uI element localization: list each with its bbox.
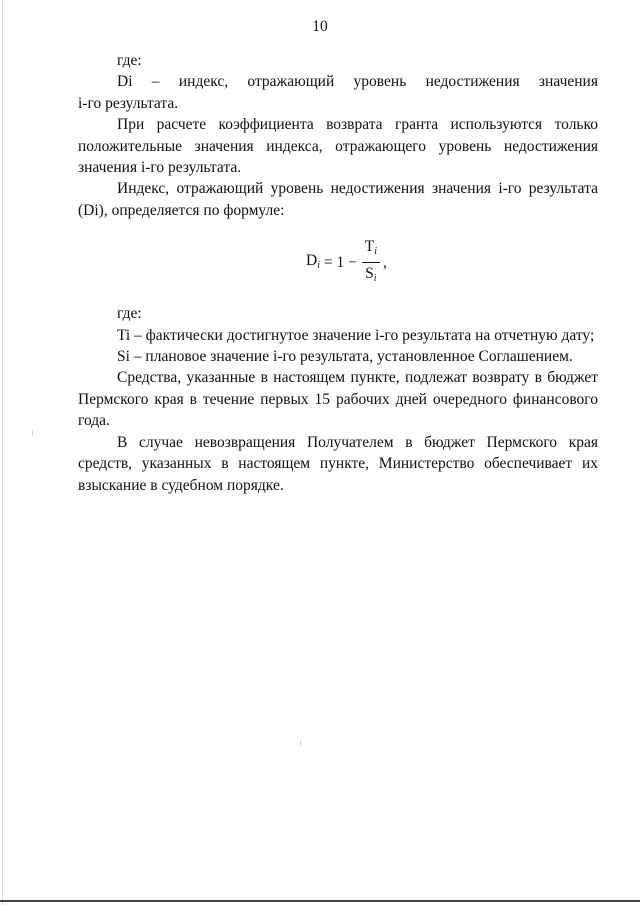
di-definition-line2: i-го результата. xyxy=(78,94,179,112)
scan-artifact-mark xyxy=(32,430,33,436)
index-formula xyxy=(78,235,598,293)
di-definition-line1: Di – индекс, отражающий уровень недостижения значения xyxy=(117,73,598,91)
scan-artifact-mark xyxy=(300,740,301,746)
formula-den-subscript: i xyxy=(373,273,377,285)
page-content xyxy=(78,50,598,496)
formula-trailing-comma: , xyxy=(382,254,387,272)
formula-lhs-symbol: D xyxy=(306,251,318,269)
index-intro-paragraph: Индекс, отражающий уровень недостижения значения i-го результата (Di), определяется по формуле: xyxy=(78,180,598,219)
non-return-paragraph: В случае невозвращения Получателем в бюджет Пермского края средств, указанных в настоящем пункте, Министерство обеспечивает их взыскание в судебном порядке. xyxy=(78,433,598,494)
positive-values-paragraph: При расчете коэффициента возврата гранта используются только положительные значения индекса, отражающего уровень недостижения значения i-го результата. xyxy=(78,116,598,177)
formula-lhs-subscript: i xyxy=(317,259,320,271)
formula-fraction xyxy=(362,237,380,288)
scan-left-edge xyxy=(2,0,3,905)
where-label-2: где: xyxy=(117,305,142,323)
formula-lhs xyxy=(306,250,320,276)
formula-den-symbol: S xyxy=(365,265,374,283)
formula-denominator xyxy=(362,263,379,288)
page-number: 10 xyxy=(312,18,328,35)
formula-numerator xyxy=(362,237,380,263)
where-label-1: где: xyxy=(117,52,142,69)
formula-num-subscript: i xyxy=(374,246,377,258)
formula-equals-one-minus: = 1 − xyxy=(319,254,361,272)
refund-deadline-paragraph: Средства, указанные в настоящем пункте, подлежат возврату в бюджет Пермского края в течение первых 15 рабочих дней очередного финансового года. xyxy=(78,369,598,430)
formula-num-symbol: T xyxy=(364,238,375,256)
page-bottom-edge xyxy=(0,900,640,902)
formula-expression xyxy=(306,237,387,288)
ti-definition: Ti – фактически достигнутое значение i-го результата на отчетную дату; xyxy=(117,326,595,344)
si-definition: Si – плановое значение i-го результата, установленное Соглашением. xyxy=(117,348,573,366)
